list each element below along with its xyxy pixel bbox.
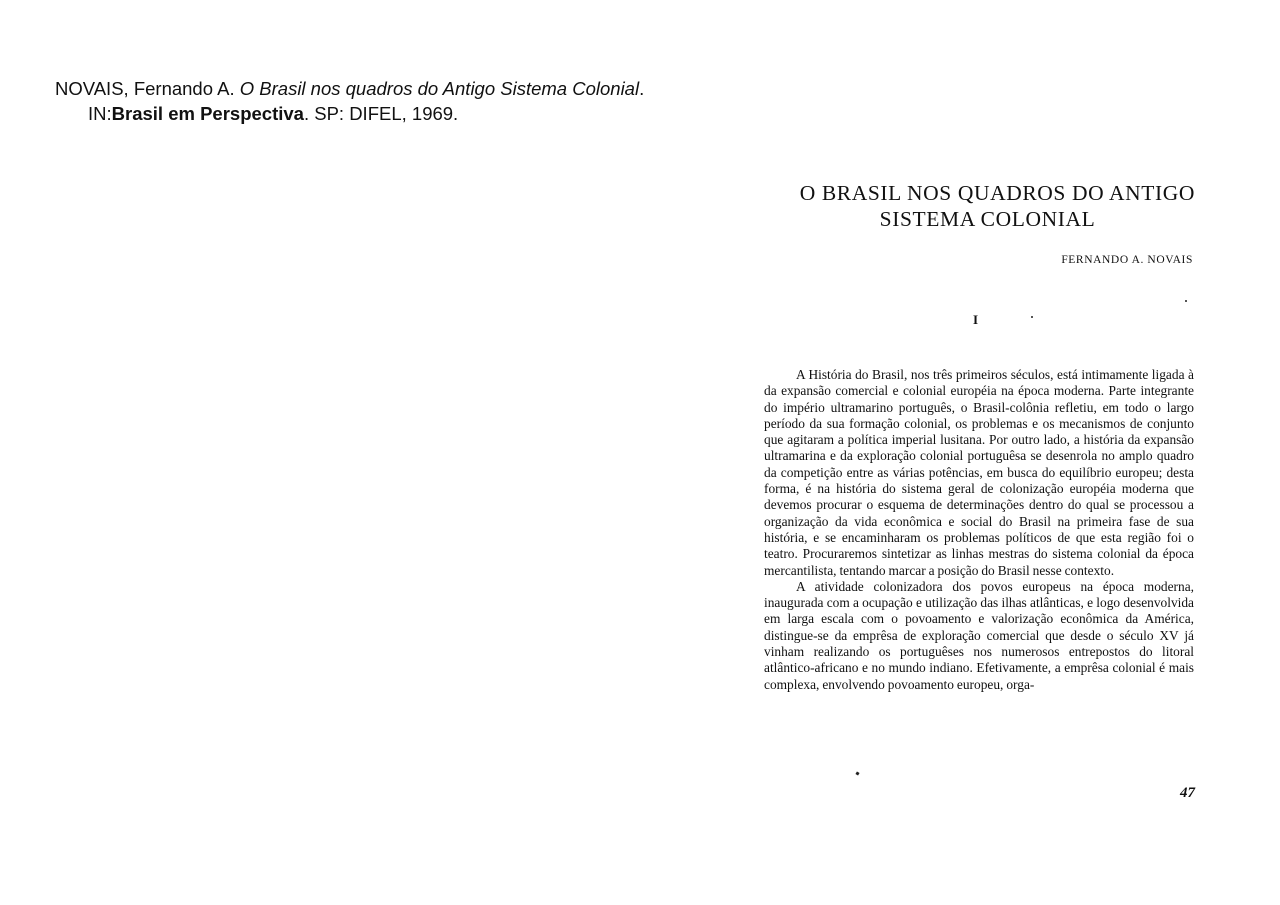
section-number: I [973,312,979,327]
scan-mark [855,771,859,775]
article-body [764,367,1194,693]
citation-in-label: IN: [88,103,112,124]
paragraph: A História do Brasil, nos três primeiros séculos, está intimamente ligada à da expansão comercial e colonial européia na época moderna. Parte integrante do império ultramarino português, o Brasil-colônia refletiu, em todo o largo período da sua formação colonial, os problemas e os mecanismos de conjunto que agitaram a política imperial lusitana. Por outro lado, a história da expansão ultramarina e da exploração colonial portuguêsa se desenrola no amplo quadro da competição entre as várias potências, em busca do equilíbrio europeu; desta forma, é na história do sistema geral de colonização européia moderna que devemos procurar o esquema de determinações dentro do qual se processou a organização da vida econômica e social do Brasil na primeira fase de sua história, e se encaminharam os problemas políticos de que esta região foi o teatro. Procuraremos sintetizar as linhas mestras do sistema colonial da época mercantilista, tentando marcar a posição do Brasil nesse contexto. [764,367,1194,578]
citation-work-title: O Brasil nos quadros do Antigo Sistema Colonial [239,78,640,99]
scan-speck [1185,300,1187,302]
article-title-line-2: SISTEMA COLONIAL [879,207,1096,231]
scan-speck [1031,316,1033,318]
article-author: FERNANDO A. NOVAIS [1061,254,1193,266]
citation-source-line [55,101,644,126]
article-title-line-1: O BRASIL NOS QUADROS DO ANTIGO [799,181,1195,205]
paragraph: A atividade colonizadora dos povos europeus na época moderna, inaugurada com a ocupação e utilização das ilhas atlânticas, e logo desenvolvida em larga escala com o povoamento e valorização econômica da América, distingue-se da emprêsa de exploração comercial que desde o século XV já vinham realizando os portuguêses nos numerosos entrepostos do litoral atlântico-africano e no mundo indiano. Efetivamente, a emprêsa colonial é mais complexa, envolvendo povoamento europeu, orga- [764,578,1194,692]
scanned-book-page [760,180,1195,810]
citation-publication: . SP: DIFEL, 1969. [303,103,459,124]
citation-book-title: Brasil em Perspectiva [111,103,304,124]
citation-period: . [639,78,645,99]
citation-author: NOVAIS, Fernando A. [55,78,240,99]
article-title [760,180,1195,232]
bibliographic-citation [55,76,644,126]
page-number: 47 [1180,785,1195,801]
